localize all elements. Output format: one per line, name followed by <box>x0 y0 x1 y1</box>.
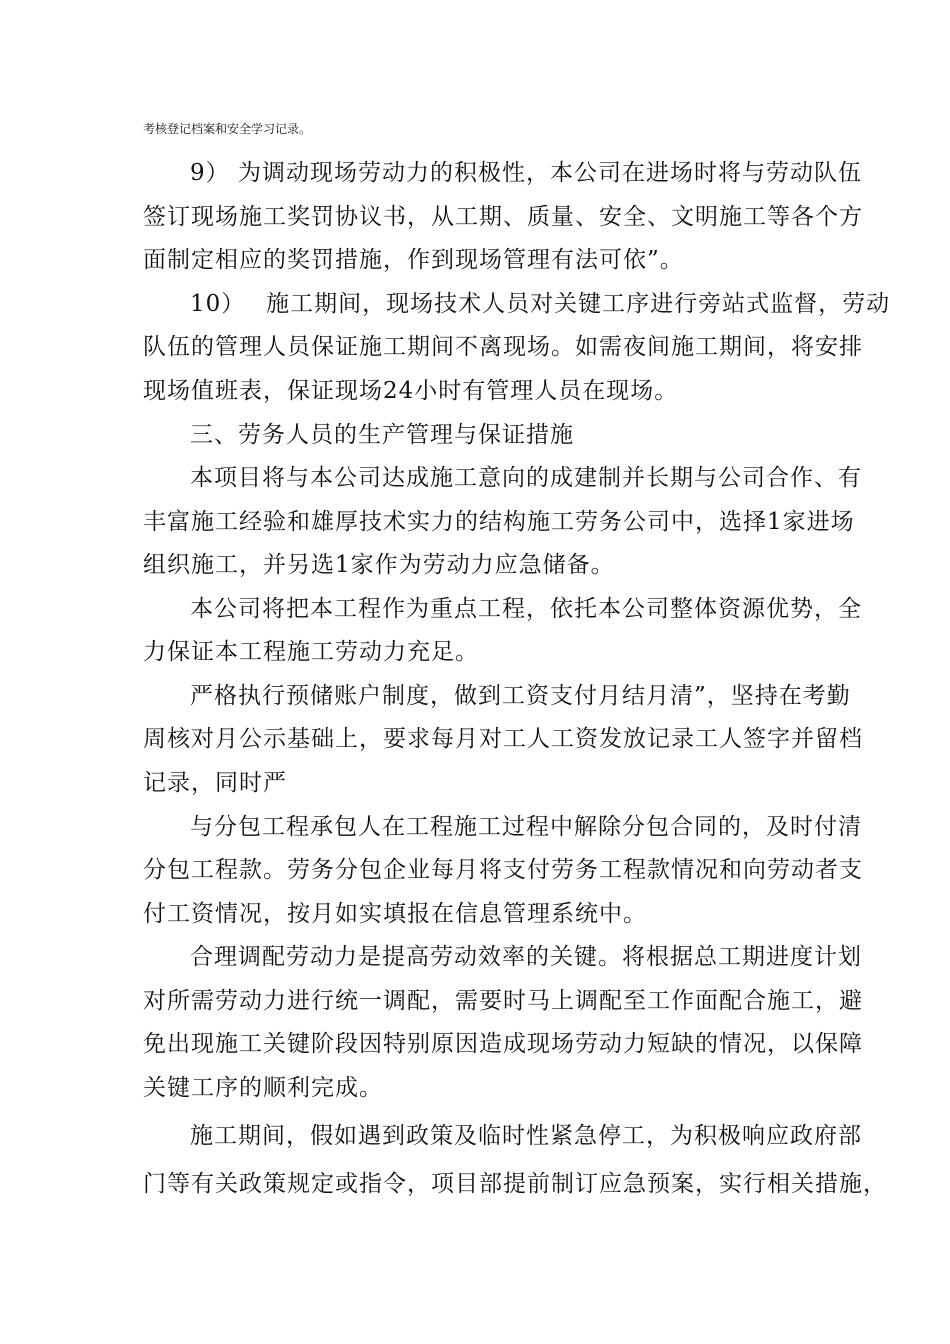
text-line-20: 合理调配劳动力是提高劳动效率的关键。将根据总工期进度计划 <box>190 944 862 970</box>
text-line-16: 记录，同时严 <box>143 770 287 796</box>
text-line-2: 9） 为调动现场劳动力的积极性，本公司在进场时将与劳动队伍 <box>190 160 862 186</box>
text-line-25: 门等有关政策规定或指令，项目部提前制订应急预案，实行相关措施， <box>143 1171 887 1197</box>
text-line-6: 队伍的管理人员保证施工期间不离现场。如需夜间施工期间，将安排 <box>143 334 863 360</box>
text-line-15: 周核对月公示基础上，要求每月对工人工资发放记录工人签字并留档 <box>143 726 863 752</box>
text-line-17: 与分包工程承包人在工程施工过程中解除分包合同的，及时付清 <box>190 814 862 840</box>
text-line-21: 对所需劳动力进行统一调配，需要时马上调配至工作面配合施工，避 <box>143 988 863 1014</box>
text-line-9: 本项目将与本公司达成施工意向的成建制并长期与公司合作、有 <box>190 465 862 491</box>
text-line-12: 本公司将把本工程作为重点工程，依托本公司整体资源优势，全 <box>190 596 862 622</box>
text-line-18: 分包工程款。劳务分包企业每月将支付劳务工程款情况和向劳动者支 <box>143 857 863 883</box>
text-line-23: 关键工序的顺利完成。 <box>143 1075 383 1101</box>
text-line-1: 考核登记档案和安全学习记录。 <box>143 122 312 136</box>
text-line-5: 10） 施工期间，现场技术人员对关键工序进行旁站式监督，劳动 <box>190 291 891 317</box>
text-line-7: 现场值班表，保证现场24小时有管理人员在现场。 <box>143 378 679 404</box>
text-line-19: 付工资情况，按月如实填报在信息管理系统中。 <box>143 901 647 927</box>
text-line-4: 面制定相应的奖罚措施，作到现场管理有法可依”。 <box>143 247 684 273</box>
text-line-13: 力保证本工程施工劳动力充足。 <box>143 639 479 665</box>
text-line-3: 签订现场施工奖罚协议书，从工期、质量、安全、文明施工等各个方 <box>143 204 863 230</box>
text-line-10: 丰富施工经验和雄厚技术实力的结构施工劳务公司中，选择1家进场 <box>143 509 855 535</box>
text-line-11: 组织施工，并另选1家作为劳动力应急储备。 <box>143 552 615 578</box>
section-heading: 三、劳务人员的生产管理与保证措施 <box>190 422 574 448</box>
text-line-22: 免出现施工关键阶段因特别原因造成现场劳动力短缺的情况，以保障 <box>143 1031 863 1057</box>
text-line-24: 施工期间，假如遇到政策及临时性紧急停工，为积极响应政府部 <box>190 1123 862 1149</box>
text-line-14: 严格执行预储账户制度，做到工资支付月结月清”，坚持在考勤 <box>190 683 851 709</box>
